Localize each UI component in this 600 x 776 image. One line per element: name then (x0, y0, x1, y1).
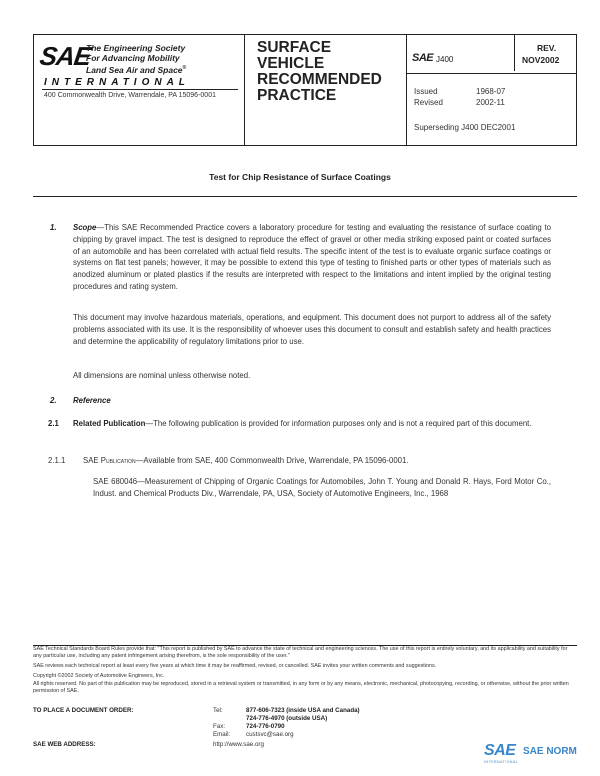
section-2-1-1-number: 2.1.1 (48, 456, 66, 465)
order-label: TO PLACE A DOCUMENT ORDER: (33, 707, 134, 714)
rev-value: NOV2002 (522, 55, 560, 65)
footer-rules-statement: SAE Technical Standards Board Rules provide that: "This report is published by SAE to advance the state of technical and engineering sciences. The use of this report is entirely voluntary, and its applicability and suitability for any particular use, including any patent infringement arising therefrom, is the sole responsibility of the user." (33, 646, 568, 660)
issued-label: Issued (414, 87, 438, 96)
section-2-number: 2. (50, 396, 57, 405)
title-rule (33, 196, 577, 197)
footer-rights: All rights reserved. No part of this publication may be reproduced, stored in a retrieval system or transmitted, in any form or by any means, electronic, mechanical, photocopying, recording, or otherwise, without the prior written permission of SAE. (33, 681, 569, 695)
document-header (33, 34, 577, 146)
footer-copyright: Copyright ©2002 Society of Automotive Engineers, Inc. (33, 673, 165, 679)
header-divider (244, 35, 245, 145)
revised-date: 2002-11 (476, 98, 505, 107)
superseding: Superseding J400 DEC2001 (414, 123, 516, 132)
email-label: Email: (213, 731, 231, 738)
sae-address: 400 Commonwealth Drive, Warrendale, PA 15096-0001 (44, 92, 216, 99)
sae-tagline: The Engineering Society For Advancing Mobility Land Sea Air and Space® (86, 43, 187, 75)
sae-norm-watermark-logo: SAE (484, 742, 516, 759)
sae-logo: SAE (37, 41, 93, 71)
header-divider (514, 35, 515, 71)
tel-inside-usa: 877-606-7323 (inside USA and Canada) (246, 707, 360, 714)
tel-outside-usa: 724-776-4970 (outside USA) (246, 715, 328, 722)
section-1-scope: Scope—This SAE Recommended Practice covers a laboratory procedure for testing and evaluating the resistance of surface coating to chipping by gravel impact. The test is designed to reproduce the effect of gravel or other media striking exposed paint or coated surfaces of an automobile and has been correlated with actual field results. The specific intent of the test is to evaluate organic surface coatings or systems on flat test panels; however, it may be possible to extend this type of testing to finished parts or other types of materials such as anodized aluminum or plated plastics if the results are interpreted with respect to the limitations and intent implied by the original testing procedures and rating system. (73, 223, 551, 291)
web-label: SAE WEB ADDRESS: (33, 741, 96, 748)
international-label: INTERNATIONAL (44, 77, 190, 88)
revised-label: Revised (414, 98, 443, 107)
section-2-1-related: Related Publication—The following publication is provided for information purposes only and is not a required part of this document. (73, 419, 532, 428)
header-rule (406, 73, 576, 74)
header-divider (406, 35, 407, 145)
fax-number: 724-776-0790 (246, 723, 285, 730)
document-title: Test for Chip Resistance of Surface Coatings (209, 172, 391, 182)
safety-paragraph: This document may involve hazardous materials, operations, and equipment. This document does not purport to address all of the safety problems associated with its use. It is the responsibility of whoever uses this document to consult and establish safety and health practices and determine the applicability of regulatory limitations prior to use. (73, 313, 551, 346)
rev-label: REV. (537, 43, 557, 53)
document-number: J400 (436, 55, 454, 64)
reference-entry: SAE 680046—Measurement of Chipping of Organic Coatings for Automobiles, John T. Young and Donald R. Hays, Ford Motor Co., Indust. and Chemical Products Div., Warrendale, PA, USA, Society of Automotive Engineers, Inc., 1968 (93, 477, 551, 498)
section-2-1-number: 2.1 (48, 419, 59, 428)
dimensions-note: All dimensions are nominal unless otherwise noted. (73, 371, 251, 380)
fax-label: Fax: (213, 723, 226, 730)
section-1-number: 1. (50, 223, 57, 232)
document-type: SURFACE VEHICLE RECOMMENDED PRACTICE (257, 39, 382, 104)
logo-underline (42, 89, 238, 90)
issued-date: 1968-07 (476, 87, 506, 96)
sae-norm-watermark-sub: INTERNATIONAL (484, 760, 519, 764)
web-link[interactable]: http://www.sae.org (213, 741, 264, 748)
footer-review-statement: SAE reviews each technical report at least every five years at which time it may be reaffirmed, revised, or cancelled. SAE invites your written comments and suggestions. (33, 663, 437, 669)
sae-small-logo: SAE (412, 52, 434, 64)
section-2-1-1-sae: SAE Publication—Available from SAE, 400 Commonwealth Drive, Warrendale, PA 15096-0001. (83, 456, 409, 465)
email-link[interactable]: custsvc@sae.org (246, 731, 294, 738)
section-2-heading: Reference (73, 396, 111, 405)
sae-norm-watermark: SAE NORM (523, 746, 577, 757)
tel-label: Tel: (213, 707, 223, 714)
